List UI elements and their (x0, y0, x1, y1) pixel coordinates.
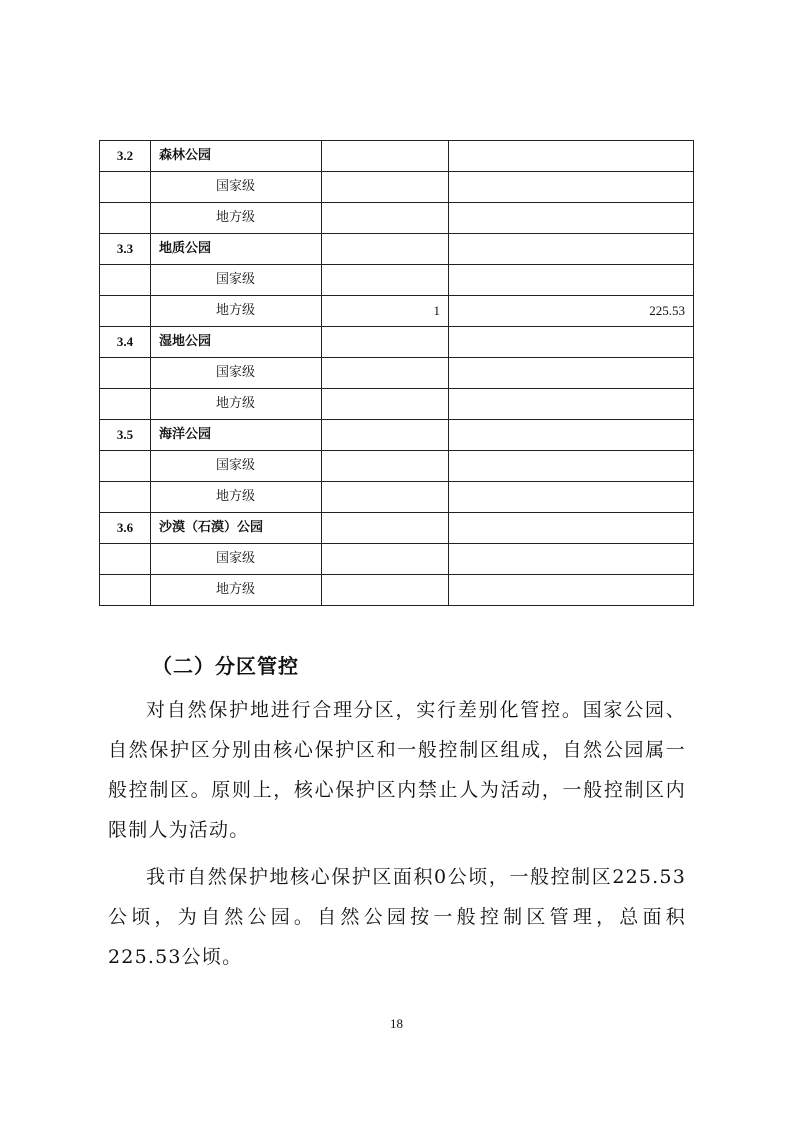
row-number (100, 482, 151, 513)
row-name (151, 358, 322, 389)
row-area (449, 358, 694, 389)
row-name-text: 森林公园 (159, 148, 212, 163)
row-name (151, 172, 322, 203)
row-name (151, 203, 322, 234)
row-area (449, 420, 694, 451)
row-name (151, 389, 322, 420)
row-number (100, 234, 151, 265)
row-name-text: 国家级 (216, 179, 256, 194)
row-name-text: 国家级 (216, 458, 256, 473)
row-number (100, 420, 151, 451)
row-number (100, 172, 151, 203)
row-count (322, 482, 449, 513)
row-count (322, 544, 449, 575)
row-name (151, 234, 322, 265)
row-name-text: 湿地公园 (159, 334, 212, 349)
row-number (100, 451, 151, 482)
row-count (322, 327, 449, 358)
table-row (100, 544, 694, 575)
row-name-text: 沙漠（石漠）公园 (159, 520, 264, 535)
row-count (322, 203, 449, 234)
table-body (100, 141, 694, 606)
paragraph: 对自然保护地进行合理分区，实行差别化管控。国家公园、自然保护区分别由核心保护区和一般控制区组成，自然公园属一般控制区。原则上，核心保护区内禁止人为活动，一般控制区内限制人为活动。 (108, 699, 686, 841)
row-area (449, 513, 694, 544)
paragraph: 我市自然保护地核心保护区面积0公顷，一般控制区225.53公顷，为自然公园。自然公园按一般控制区管理，总面积225.53公顷。 (108, 866, 686, 968)
row-count-text: 1 (433, 303, 440, 318)
row-area (449, 575, 694, 606)
row-area (449, 544, 694, 575)
table-row (100, 296, 694, 327)
row-area (449, 327, 694, 358)
row-name (151, 575, 322, 606)
row-number-text: 3.3 (116, 241, 134, 256)
row-number (100, 327, 151, 358)
row-area (449, 389, 694, 420)
row-number-text: 3.4 (116, 334, 134, 349)
table-row (100, 389, 694, 420)
row-name-text: 地方级 (216, 210, 256, 225)
row-name-text: 国家级 (216, 551, 256, 566)
row-count (322, 420, 449, 451)
row-number (100, 141, 151, 172)
table-row (100, 513, 694, 544)
row-number (100, 544, 151, 575)
row-count (322, 265, 449, 296)
row-name (151, 141, 322, 172)
row-number (100, 513, 151, 544)
table-row (100, 234, 694, 265)
row-name-text: 地方级 (216, 303, 256, 318)
table-row (100, 327, 694, 358)
row-number (100, 203, 151, 234)
row-name (151, 513, 322, 544)
row-name-text: 地方级 (216, 396, 256, 411)
row-name-text: 国家级 (216, 365, 256, 380)
protected-areas-table (99, 140, 694, 606)
row-count (322, 575, 449, 606)
row-name (151, 327, 322, 358)
row-area (449, 234, 694, 265)
row-count (322, 389, 449, 420)
row-area-text: 225.53 (649, 303, 685, 318)
section-heading: （二）分区管控 (152, 654, 299, 678)
row-area (449, 141, 694, 172)
row-name (151, 482, 322, 513)
table-row (100, 265, 694, 296)
row-count (322, 234, 449, 265)
row-count (322, 141, 449, 172)
page-number: 18 (390, 1016, 403, 1031)
row-name (151, 544, 322, 575)
row-count (322, 358, 449, 389)
row-area (449, 296, 694, 327)
table-row (100, 451, 694, 482)
table-row (100, 203, 694, 234)
table-row (100, 482, 694, 513)
row-number (100, 265, 151, 296)
row-number (100, 389, 151, 420)
row-number (100, 575, 151, 606)
row-number (100, 358, 151, 389)
row-name (151, 265, 322, 296)
table-row (100, 420, 694, 451)
row-area (449, 451, 694, 482)
row-area (449, 482, 694, 513)
row-area (449, 203, 694, 234)
row-count (322, 451, 449, 482)
table-row (100, 358, 694, 389)
table-row (100, 141, 694, 172)
row-number (100, 296, 151, 327)
row-name-text: 国家级 (216, 272, 256, 287)
row-name-text: 海洋公园 (159, 427, 212, 442)
row-area (449, 265, 694, 296)
row-number-text: 3.5 (116, 427, 134, 442)
row-name (151, 451, 322, 482)
row-number-text: 3.2 (116, 148, 134, 163)
row-name (151, 296, 322, 327)
row-count (322, 513, 449, 544)
row-name-text: 地方级 (216, 582, 256, 597)
table-row (100, 575, 694, 606)
row-name (151, 420, 322, 451)
row-area (449, 172, 694, 203)
row-count (322, 296, 449, 327)
table-row (100, 172, 694, 203)
row-count (322, 172, 449, 203)
row-name-text: 地方级 (216, 489, 256, 504)
row-name-text: 地质公园 (159, 241, 212, 256)
row-number-text: 3.6 (116, 520, 134, 535)
